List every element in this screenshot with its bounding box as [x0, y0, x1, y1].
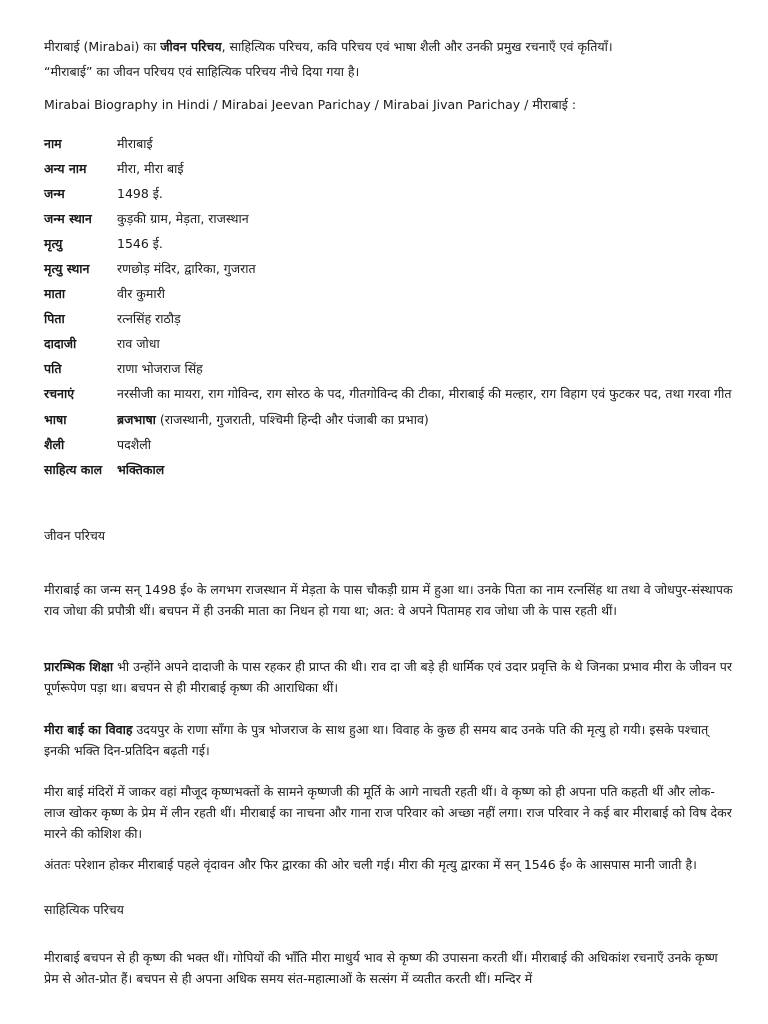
table-row	[44, 381, 734, 407]
row-key: भाषा	[44, 411, 67, 427]
paragraph-text: भी उन्होंने अपने दादाजी के पास रहकर ही प्राप्त की थी। राव दा जी बड़े ही धार्मिक एवं उदार प्रवृत्ति के थे जिनका प्रभाव मीरा के जीवन पर पूर्णरूपेण पड़ा था। बचपन से ही मीराबाई कृष्ण की आराधिका थीं।	[44, 658, 733, 695]
row-key: पिता	[44, 310, 65, 326]
row-key: नाम	[44, 135, 62, 151]
row-key: मृत्यु	[44, 235, 63, 251]
intro-line-2: “मीराबाई” का जीवन परिचय एवं साहित्यिक परिचय नीचे दिया गया है।	[44, 64, 360, 79]
table-row	[44, 281, 734, 306]
row-key: साहित्य काल	[44, 462, 103, 477]
table-row	[44, 432, 734, 457]
table-row	[44, 231, 734, 256]
info-table	[44, 131, 734, 482]
row-value: राव जोधा	[117, 335, 160, 351]
table-row	[44, 457, 734, 482]
body-paragraph-4: मीरा बाई मंदिरों में जाकर वहां मौजूद कृष्णभक्तों के सामने कृष्णजी की मूर्ति के आगे नाचती रहती थीं। वे कृष्ण को ही अपना पति कहती थीं और लोक-लाज खोकर कृष्ण के प्रेम में लीन रहती थीं। मीराबाई का नाचना और गाना राज परिवार को अच्छा नहीं लगा। राज परिवार ने कई बार मीराबाई को विष देकर मारने की कोशिश की।	[44, 783, 732, 841]
row-value: भक्तिकाल	[117, 462, 165, 477]
row-value: 1498 ई.	[117, 185, 163, 201]
row-key: पति	[44, 360, 62, 376]
table-row	[44, 331, 734, 356]
table-row	[44, 356, 734, 381]
intro-bold-text: जीवन परिचय	[160, 39, 222, 54]
body-paragraph-3	[44, 719, 734, 761]
intro-text: मीराबाई (Mirabai) का	[44, 39, 161, 54]
paragraph-bold-lead: प्रारम्भिक शिक्षा	[44, 658, 114, 674]
row-key: जन्म स्थान	[44, 210, 92, 226]
row-value: रणछोड़ मंदिर, द्वारिका, गुजरात	[117, 260, 256, 276]
body-paragraph-2	[44, 656, 734, 698]
row-key: रचनाएं	[44, 386, 75, 401]
section-title-jeevan: जीवन परिचय	[44, 528, 106, 543]
table-row	[44, 256, 734, 281]
row-key: अन्य नाम	[44, 160, 87, 176]
table-row	[44, 306, 734, 331]
row-key: जन्म	[44, 185, 65, 201]
intro-paragraph	[44, 34, 734, 84]
intro-text-suffix: , साहित्यिक परिचय, कवि परिचय एवं भाषा शैली और उनकी प्रमुख रचनाएँ एवं कृतियाँ।	[221, 39, 613, 54]
paragraph-text: उदयपुर के राणा साँगा के पुत्र भोजराज के साथ हुआ था। विवाह के कुछ ही समय बाद उनके पति की मृत्यु हो गयी। इसके पश्चात् इनकी भक्ति दिन-प्रतिदिन बढ़ती गई।	[44, 721, 709, 758]
body-paragraph-5: अंततः परेशान होकर मीराबाई पहले वृंदावन और फिर द्वारका की ओर चली गई। मीरा की मृत्यु द्वारका में सन् 1546 ई० के आसपास मानी जाती है।	[44, 856, 697, 872]
paragraph-bold-lead: मीरा बाई का विवाह	[44, 721, 133, 737]
row-key: शैली	[44, 436, 65, 452]
table-row	[44, 156, 734, 181]
row-value-bold: ब्रजभाषा	[117, 411, 156, 427]
row-key: माता	[44, 285, 66, 301]
row-value: मीराबाई	[117, 135, 153, 151]
body-paragraph-6: मीराबाई बचपन से ही कृष्ण की भक्त थीं। गोपियों की भाँति मीरा माधुर्य भाव से कृष्ण की उपासना करती थीं। मीराबाई की अधिकांश रचनाएँ उनके कृष्ण प्रेम से ओत-प्रोत हैं। बचपन से ही अपना अधिक समय संत-महात्माओं के सत्संग में व्यतीत करती थीं। मन्दिर में	[44, 949, 718, 986]
row-value: पदशैली	[117, 436, 151, 452]
row-key: दादाजी	[44, 335, 77, 351]
table-row	[44, 206, 734, 231]
table-row	[44, 131, 734, 156]
row-value: रत्नसिंह राठौड़	[117, 310, 181, 326]
body-paragraph-1: मीराबाई का जन्म सन् 1498 ई० के लगभग राजस्थान में मेड़ता के पास चौकड़ी ग्राम में हुआ था। उनके पिता का नाम रत्नसिंह था तथा वे जोधपुर-संस्थापक राव जोधा की प्रपौत्री थीं। बचपन में ही उनकी माता का निधन हो गया था; अत: वे अपने पितामह राव जोधा जी के पास रहती थीं।	[44, 581, 733, 618]
row-value: मीरा, मीरा बाई	[117, 160, 184, 176]
english-heading-line: Mirabai Biography in Hindi / Mirabai Jeevan Parichay / Mirabai Jivan Parichay / मीराबाई :	[44, 97, 577, 112]
row-value: वीर कुमारी	[117, 285, 165, 301]
row-key: मृत्यु स्थान	[44, 260, 90, 276]
row-value: कुड़की ग्राम, मेड़ता, राजस्थान	[117, 210, 249, 226]
section-title-sahityik: साहित्यिक परिचय	[44, 902, 124, 917]
row-value	[117, 407, 734, 432]
row-value: 1546 ई.	[117, 235, 163, 251]
row-value-rest: (राजस्थानी, गुजराती, पश्चिमी हिन्दी और पंजाबी का प्रभाव)	[155, 411, 429, 427]
table-row	[44, 407, 734, 432]
row-value: राणा भोजराज सिंह	[117, 360, 203, 376]
row-value: नरसीजी का मायरा, राग गोविन्द, राग सोरठ के पद, गीतगोविन्द की टीका, मीराबाई की मल्हार, राग विहाग एवं फुटकर पद, तथा गरवा गीत	[117, 386, 732, 401]
table-row	[44, 181, 734, 206]
